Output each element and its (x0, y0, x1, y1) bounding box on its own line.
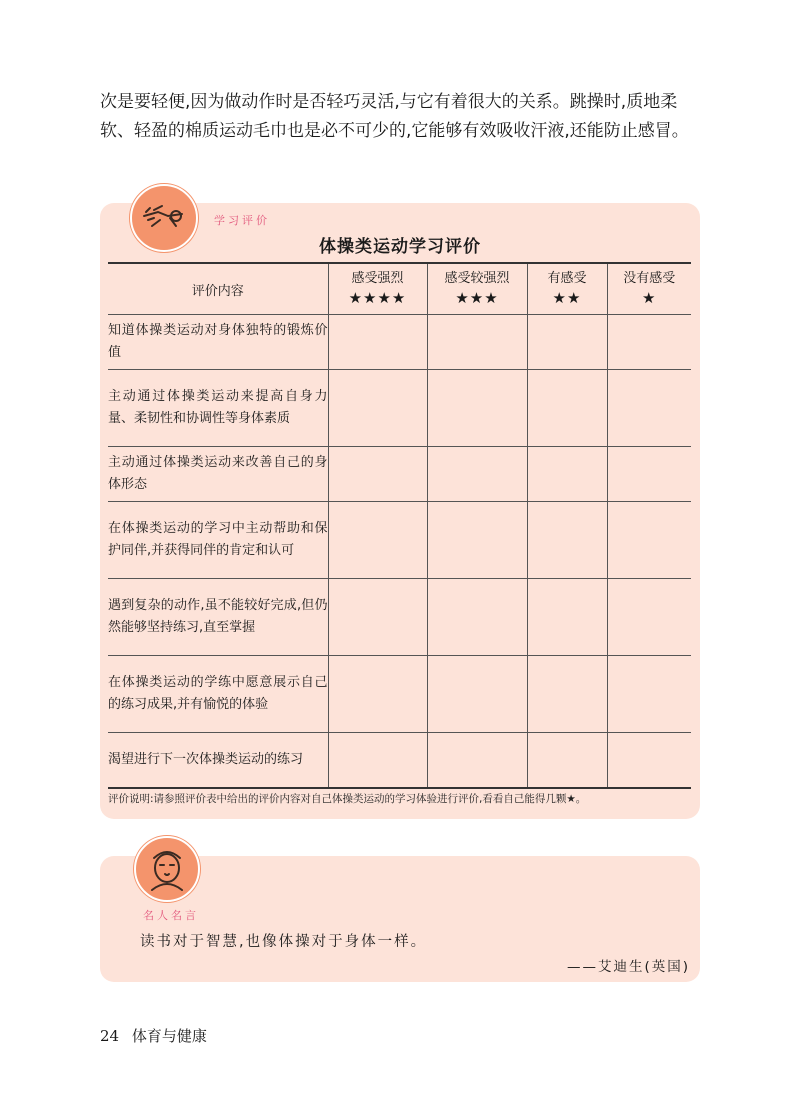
table-row (108, 315, 691, 370)
section-tag-quote: 名人名言 (143, 909, 199, 922)
section-tag-evaluation: 学习评价 (214, 214, 270, 227)
evaluation-item: 渴望进行下一次体操类运动的练习 (108, 733, 328, 788)
evaluation-item: 知道体操类运动对身体独特的锻炼价值 (108, 315, 328, 370)
intro-paragraph: 次是要轻便,因为做动作时是否轻巧灵活,与它有着很大的关系。跳操时,质地柔软、轻盈的棉质运动毛巾也是必不可少的,它能够有效吸收汗液,还能防止感冒。 (100, 92, 689, 141)
level-label: 没有感受 (623, 271, 676, 286)
rating-cell[interactable] (328, 370, 427, 447)
rating-cell[interactable] (527, 579, 607, 656)
rating-cell[interactable] (427, 656, 527, 733)
star-rating: ★ (642, 289, 657, 307)
evaluation-item: 在体操类运动的学练中愿意展示自己的练习成果,并有愉悦的体验 (108, 656, 328, 733)
rating-cell[interactable] (427, 447, 527, 502)
evaluation-table (108, 262, 691, 789)
rating-cell[interactable] (427, 502, 527, 579)
rating-cell[interactable] (427, 579, 527, 656)
table-title: 体操类运动学习评价 (319, 237, 481, 257)
rating-cell[interactable] (328, 656, 427, 733)
header-level-4 (607, 263, 691, 315)
rating-cell[interactable] (607, 370, 691, 447)
level-label: 感受强烈 (351, 271, 404, 286)
table-row (108, 370, 691, 447)
evaluation-item: 遇到复杂的动作,虽不能较好完成,但仍然能够坚持练习,直至掌握 (108, 579, 328, 656)
evaluation-note: 评价说明:请参照评价表中给出的评价内容对自己体操类运动的学习体验进行评价,看看自己能得几颗★。 (108, 793, 587, 805)
rating-cell[interactable] (607, 733, 691, 788)
rating-cell[interactable] (427, 733, 527, 788)
rating-cell[interactable] (607, 502, 691, 579)
star-rating: ★★ (552, 289, 582, 307)
evaluation-item: 在体操类运动的学习中主动帮助和保护同伴,并获得同伴的肯定和认可 (108, 502, 328, 579)
rating-cell[interactable] (607, 315, 691, 370)
page-footer (100, 1025, 207, 1046)
header-content: 评价内容 (108, 263, 328, 315)
rating-cell[interactable] (527, 733, 607, 788)
header-level-3 (527, 263, 607, 315)
table-row (108, 733, 691, 788)
rating-cell[interactable] (328, 579, 427, 656)
table-row (108, 579, 691, 656)
book-title: 体育与健康 (131, 1027, 207, 1045)
rating-cell[interactable] (328, 502, 427, 579)
rating-cell[interactable] (607, 656, 691, 733)
star-rating: ★★★★ (348, 289, 407, 307)
table-row (108, 447, 691, 502)
rating-cell[interactable] (527, 447, 607, 502)
level-label: 感受较强烈 (444, 271, 510, 286)
evaluation-item: 主动通过体操类运动来提高自身力量、柔韧性和协调性等身体素质 (108, 370, 328, 447)
rating-cell[interactable] (328, 733, 427, 788)
table-row (108, 656, 691, 733)
portrait-icon (134, 836, 200, 902)
table-header-row (108, 263, 691, 315)
evaluation-item: 主动通过体操类运动来改善自己的身体形态 (108, 447, 328, 502)
rating-cell[interactable] (328, 447, 427, 502)
rating-cell[interactable] (527, 656, 607, 733)
header-level-2 (427, 263, 527, 315)
level-label: 有感受 (547, 271, 587, 286)
quote-text: 读书对于智慧,也像体操对于身体一样。 (140, 934, 428, 950)
page-number: 24 (100, 1027, 120, 1045)
rating-cell[interactable] (527, 370, 607, 447)
rating-cell[interactable] (607, 447, 691, 502)
table-row (108, 502, 691, 579)
rating-cell[interactable] (427, 370, 527, 447)
header-level-1 (328, 263, 427, 315)
intro-text (100, 88, 700, 146)
quote-author: ——艾迪生(英国) (566, 959, 690, 975)
rating-cell[interactable] (328, 315, 427, 370)
rating-cell[interactable] (427, 315, 527, 370)
rating-cell[interactable] (607, 579, 691, 656)
rating-cell[interactable] (527, 315, 607, 370)
star-rating: ★★★ (455, 289, 499, 307)
rating-cell[interactable] (527, 502, 607, 579)
